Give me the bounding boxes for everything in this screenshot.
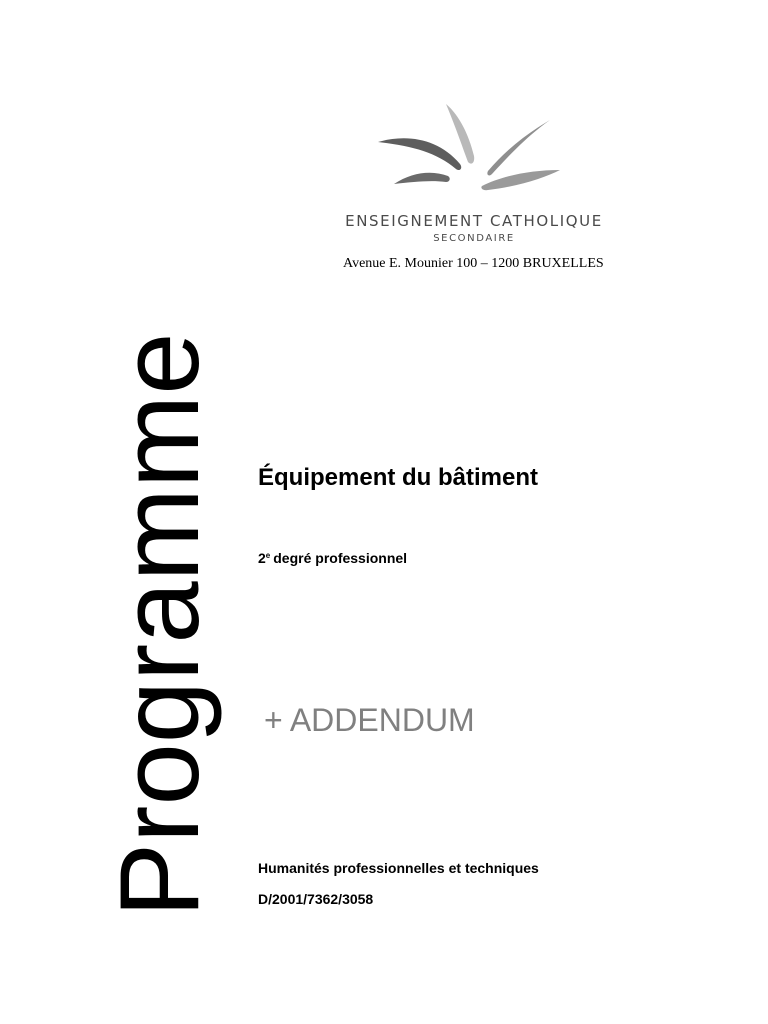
vertical-document-type-title: Programme [97, 332, 222, 918]
degree-suffix: e [265, 551, 271, 560]
legal-deposit-reference: D/2001/7362/3058 [258, 891, 374, 907]
leaf-brushstrokes-logo-icon [372, 98, 572, 194]
organization-subtitle: SECONDAIRE [433, 233, 515, 244]
organization-name: ENSEIGNEMENT CATHOLIQUE [345, 212, 603, 230]
degree-text: degré professionnel [273, 550, 408, 566]
degree-line [258, 550, 407, 566]
humanities-label: Humanités professionnelles et techniques [258, 860, 539, 876]
addendum-label: + ADDENDUM [264, 702, 475, 738]
organization-address: Avenue E. Mounier 100 – 1200 BRUXELLES [343, 256, 604, 271]
degree-number: 2 [258, 550, 266, 566]
course-title: Équipement du bâtiment [258, 464, 539, 491]
